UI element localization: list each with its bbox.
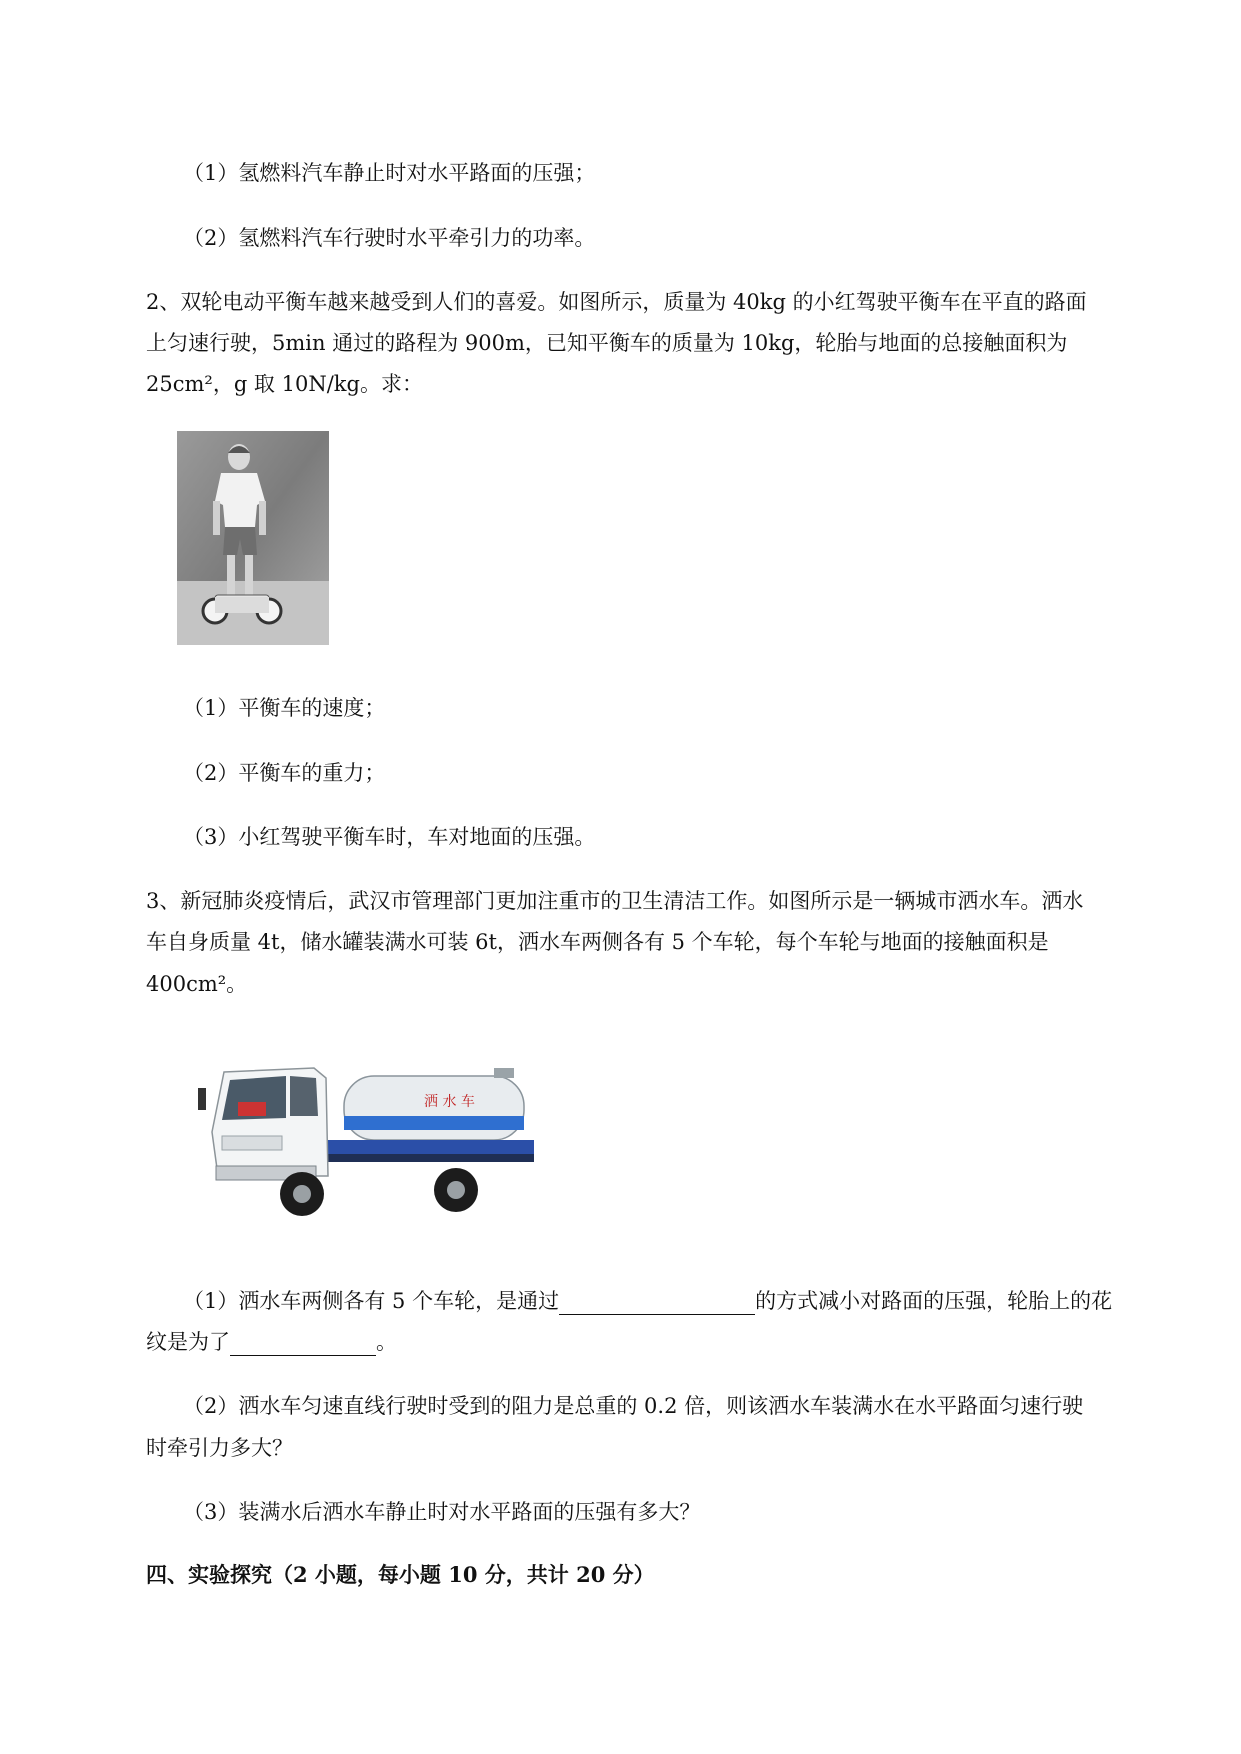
q1-sub-1: （1）氢燃料汽车静止时对水平路面的压强； bbox=[183, 161, 596, 185]
q3-sub-1-text-c: 纹是为了 bbox=[146, 1330, 230, 1354]
q3-sub-1-line-1 bbox=[183, 1287, 1112, 1315]
balance-scooter-photo bbox=[177, 431, 329, 645]
q3-line-1: 3、新冠肺炎疫情后，武汉市管理部门更加注重市的卫生清洁工作。如图所示是一辆城市洒水车。洒水 bbox=[146, 889, 1084, 913]
q3-sub-1-line-2 bbox=[146, 1328, 397, 1356]
q3-line-2: 车自身质量 4t，储水罐装满水可装 6t，洒水车两侧各有 5 个车轮，每个车轮与地面的接触面积是 bbox=[146, 930, 1049, 954]
water-sprinkler-truck-photo bbox=[194, 1058, 548, 1230]
q2-sub-1: （1）平衡车的速度； bbox=[183, 696, 386, 720]
q1-sub-2: （2）氢燃料汽车行驶时水平牵引力的功率。 bbox=[183, 226, 596, 250]
q3-sub-1-text-b: 的方式减小对路面的压强，轮胎上的花 bbox=[755, 1289, 1113, 1313]
q2-line-2: 上匀速行驶，5min 通过的路程为 900m，已知平衡车的质量为 10kg，轮胎与地面的总接触面积为 bbox=[146, 331, 1068, 355]
q3-sub-3: （3）装满水后洒水车静止时对水平路面的压强有多大？ bbox=[183, 1500, 701, 1524]
answer-blank-2[interactable] bbox=[230, 1331, 376, 1356]
answer-blank-1[interactable] bbox=[559, 1290, 755, 1315]
q2-sub-3: （3）小红驾驶平衡车时，车对地面的压强。 bbox=[183, 825, 596, 849]
q3-sub-2-line-1: （2）洒水车匀速直线行驶时受到的阻力是总重的 0.2 倍，则该洒水车装满水在水平路面匀速行驶 bbox=[183, 1394, 1084, 1418]
q3-sub-2-line-2: 时牵引力多大？ bbox=[146, 1436, 293, 1460]
q2-line-3: 25cm²，g 取 10N/kg。求： bbox=[146, 372, 423, 396]
truck-label: 洒 水 车 bbox=[424, 1094, 475, 1110]
q2-line-1: 2、双轮电动平衡车越来越受到人们的喜爱。如图所示，质量为 40kg 的小红驾驶平衡车在平直的路面 bbox=[146, 290, 1087, 314]
section-4-heading: 四、实验探究（2 小题，每小题 10 分，共计 20 分） bbox=[146, 1562, 655, 1587]
q2-sub-2: （2）平衡车的重力； bbox=[183, 761, 386, 785]
q3-sub-1-text-a: （1）洒水车两侧各有 5 个车轮，是通过 bbox=[183, 1289, 560, 1313]
q3-sub-1-text-d: 。 bbox=[376, 1330, 397, 1354]
q3-line-3: 400cm²。 bbox=[146, 972, 248, 996]
